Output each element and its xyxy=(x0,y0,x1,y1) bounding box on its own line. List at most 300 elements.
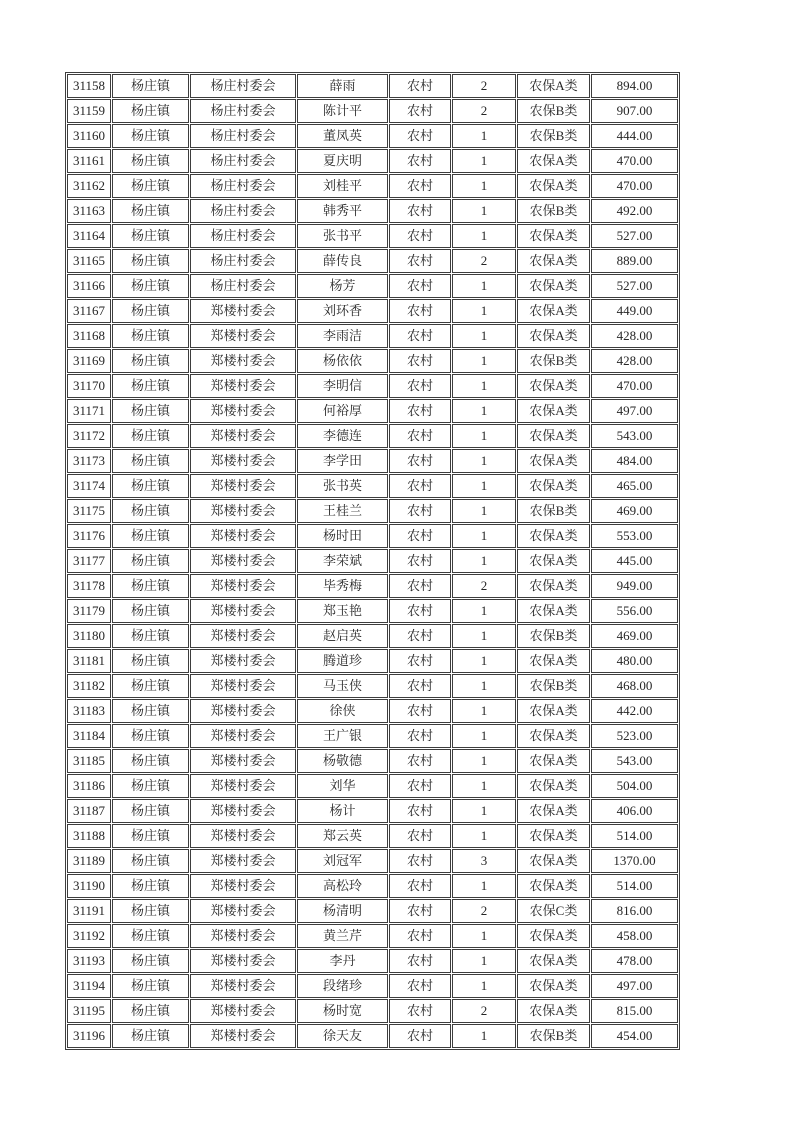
table-cell-id: 31194 xyxy=(67,974,111,998)
table-cell-residence_type: 农村 xyxy=(389,449,451,473)
table-cell-insurance_category: 农保A类 xyxy=(517,524,590,548)
table-cell-amount: 543.00 xyxy=(591,424,678,448)
table-cell-residence_type: 农村 xyxy=(389,799,451,823)
table-cell-name: 杨芳 xyxy=(297,274,388,298)
table-row xyxy=(67,574,678,598)
table-cell-village_committee: 郑楼村委会 xyxy=(190,524,296,548)
table-cell-name: 马玉侠 xyxy=(297,674,388,698)
table-cell-residence_type: 农村 xyxy=(389,199,451,223)
table-cell-insurance_category: 农保B类 xyxy=(517,99,590,123)
table-cell-amount: 444.00 xyxy=(591,124,678,148)
table-cell-id: 31176 xyxy=(67,524,111,548)
table-cell-person_count: 1 xyxy=(452,649,516,673)
table-row xyxy=(67,549,678,573)
table-cell-town: 杨庄镇 xyxy=(112,174,189,198)
table-cell-village_committee: 杨庄村委会 xyxy=(190,149,296,173)
table-cell-insurance_category: 农保B类 xyxy=(517,1024,590,1048)
table-cell-village_committee: 杨庄村委会 xyxy=(190,199,296,223)
table-cell-town: 杨庄镇 xyxy=(112,399,189,423)
table-cell-person_count: 1 xyxy=(452,374,516,398)
table-cell-id: 31166 xyxy=(67,274,111,298)
table-cell-person_count: 1 xyxy=(452,974,516,998)
table-cell-name: 韩秀平 xyxy=(297,199,388,223)
table-cell-insurance_category: 农保A类 xyxy=(517,949,590,973)
table-cell-insurance_category: 农保A类 xyxy=(517,699,590,723)
table-cell-amount: 497.00 xyxy=(591,399,678,423)
table-cell-insurance_category: 农保A类 xyxy=(517,399,590,423)
table-cell-town: 杨庄镇 xyxy=(112,874,189,898)
table-cell-person_count: 1 xyxy=(452,199,516,223)
table-cell-residence_type: 农村 xyxy=(389,649,451,673)
table-cell-id: 31179 xyxy=(67,599,111,623)
table-cell-town: 杨庄镇 xyxy=(112,899,189,923)
table-cell-person_count: 1 xyxy=(452,874,516,898)
table-cell-town: 杨庄镇 xyxy=(112,99,189,123)
table-cell-village_committee: 杨庄村委会 xyxy=(190,124,296,148)
table-cell-id: 31161 xyxy=(67,149,111,173)
table-cell-name: 夏庆明 xyxy=(297,149,388,173)
table-cell-id: 31168 xyxy=(67,324,111,348)
table-cell-amount: 442.00 xyxy=(591,699,678,723)
table-cell-person_count: 1 xyxy=(452,724,516,748)
table-cell-name: 徐侠 xyxy=(297,699,388,723)
table-cell-id: 31165 xyxy=(67,249,111,273)
table-cell-person_count: 2 xyxy=(452,99,516,123)
table-cell-name: 薛传良 xyxy=(297,249,388,273)
table-cell-insurance_category: 农保A类 xyxy=(517,574,590,598)
table-row xyxy=(67,724,678,748)
table-cell-name: 毕秀梅 xyxy=(297,574,388,598)
table-cell-village_committee: 郑楼村委会 xyxy=(190,499,296,523)
table-cell-village_committee: 杨庄村委会 xyxy=(190,274,296,298)
table-cell-insurance_category: 农保A类 xyxy=(517,274,590,298)
table-cell-village_committee: 郑楼村委会 xyxy=(190,799,296,823)
table-cell-town: 杨庄镇 xyxy=(112,849,189,873)
table-row xyxy=(67,399,678,423)
table-cell-id: 31184 xyxy=(67,724,111,748)
table-cell-residence_type: 农村 xyxy=(389,249,451,273)
table-cell-insurance_category: 农保A类 xyxy=(517,724,590,748)
table-cell-town: 杨庄镇 xyxy=(112,1024,189,1048)
table-cell-name: 王广银 xyxy=(297,724,388,748)
table-cell-insurance_category: 农保A类 xyxy=(517,474,590,498)
table-cell-amount: 458.00 xyxy=(591,924,678,948)
table-cell-village_committee: 郑楼村委会 xyxy=(190,549,296,573)
table-cell-residence_type: 农村 xyxy=(389,374,451,398)
table-cell-name: 腾道珍 xyxy=(297,649,388,673)
table-cell-town: 杨庄镇 xyxy=(112,949,189,973)
table-cell-person_count: 1 xyxy=(452,399,516,423)
table-cell-name: 薛雨 xyxy=(297,74,388,98)
table-cell-insurance_category: 农保A类 xyxy=(517,449,590,473)
table-cell-town: 杨庄镇 xyxy=(112,624,189,648)
table-cell-person_count: 2 xyxy=(452,249,516,273)
table-cell-town: 杨庄镇 xyxy=(112,374,189,398)
table-cell-residence_type: 农村 xyxy=(389,524,451,548)
table-cell-insurance_category: 农保C类 xyxy=(517,899,590,923)
table-row xyxy=(67,424,678,448)
table-cell-village_committee: 郑楼村委会 xyxy=(190,624,296,648)
table-cell-id: 31187 xyxy=(67,799,111,823)
table-cell-residence_type: 农村 xyxy=(389,724,451,748)
table-cell-id: 31171 xyxy=(67,399,111,423)
table-cell-village_committee: 郑楼村委会 xyxy=(190,349,296,373)
table-cell-village_committee: 郑楼村委会 xyxy=(190,649,296,673)
table-cell-insurance_category: 农保A类 xyxy=(517,974,590,998)
table-cell-insurance_category: 农保A类 xyxy=(517,224,590,248)
table-cell-residence_type: 农村 xyxy=(389,99,451,123)
table-cell-amount: 445.00 xyxy=(591,549,678,573)
table-cell-town: 杨庄镇 xyxy=(112,924,189,948)
table-row xyxy=(67,674,678,698)
table-cell-id: 31196 xyxy=(67,1024,111,1048)
table-cell-village_committee: 郑楼村委会 xyxy=(190,599,296,623)
table-cell-insurance_category: 农保B类 xyxy=(517,124,590,148)
table-cell-insurance_category: 农保A类 xyxy=(517,924,590,948)
table-cell-town: 杨庄镇 xyxy=(112,299,189,323)
table-cell-town: 杨庄镇 xyxy=(112,424,189,448)
table-cell-town: 杨庄镇 xyxy=(112,974,189,998)
table-cell-village_committee: 郑楼村委会 xyxy=(190,724,296,748)
table-cell-amount: 469.00 xyxy=(591,499,678,523)
table-cell-village_committee: 杨庄村委会 xyxy=(190,99,296,123)
table-cell-amount: 497.00 xyxy=(591,974,678,998)
table-cell-insurance_category: 农保A类 xyxy=(517,549,590,573)
table-cell-village_committee: 郑楼村委会 xyxy=(190,849,296,873)
table-cell-person_count: 1 xyxy=(452,699,516,723)
table-cell-name: 李荣斌 xyxy=(297,549,388,573)
table-row xyxy=(67,449,678,473)
table-cell-name: 李明信 xyxy=(297,374,388,398)
table-cell-id: 31180 xyxy=(67,624,111,648)
table-cell-id: 31169 xyxy=(67,349,111,373)
table-cell-amount: 470.00 xyxy=(591,149,678,173)
table-cell-town: 杨庄镇 xyxy=(112,149,189,173)
table-cell-town: 杨庄镇 xyxy=(112,824,189,848)
table-cell-residence_type: 农村 xyxy=(389,874,451,898)
table-cell-amount: 523.00 xyxy=(591,724,678,748)
table-cell-person_count: 1 xyxy=(452,949,516,973)
table-cell-village_committee: 郑楼村委会 xyxy=(190,1024,296,1048)
table-cell-town: 杨庄镇 xyxy=(112,474,189,498)
table-cell-id: 31167 xyxy=(67,299,111,323)
table-cell-insurance_category: 农保A类 xyxy=(517,149,590,173)
table-cell-id: 31173 xyxy=(67,449,111,473)
table-cell-person_count: 1 xyxy=(452,599,516,623)
table-cell-name: 杨依依 xyxy=(297,349,388,373)
table-row xyxy=(67,99,678,123)
table-cell-id: 31174 xyxy=(67,474,111,498)
table-cell-amount: 504.00 xyxy=(591,774,678,798)
table-cell-id: 31177 xyxy=(67,549,111,573)
table-cell-village_committee: 郑楼村委会 xyxy=(190,924,296,948)
table-cell-town: 杨庄镇 xyxy=(112,574,189,598)
table-cell-town: 杨庄镇 xyxy=(112,999,189,1023)
table-cell-amount: 470.00 xyxy=(591,174,678,198)
table-cell-residence_type: 农村 xyxy=(389,624,451,648)
table-cell-name: 段绪珍 xyxy=(297,974,388,998)
table-cell-insurance_category: 农保A类 xyxy=(517,74,590,98)
table-cell-amount: 492.00 xyxy=(591,199,678,223)
table-cell-person_count: 1 xyxy=(452,324,516,348)
table-cell-residence_type: 农村 xyxy=(389,999,451,1023)
table-cell-insurance_category: 农保A类 xyxy=(517,749,590,773)
table-cell-name: 李学田 xyxy=(297,449,388,473)
table-cell-person_count: 1 xyxy=(452,799,516,823)
table-cell-id: 31185 xyxy=(67,749,111,773)
table-cell-residence_type: 农村 xyxy=(389,324,451,348)
table-cell-amount: 514.00 xyxy=(591,874,678,898)
table-row xyxy=(67,324,678,348)
table-cell-name: 刘桂平 xyxy=(297,174,388,198)
table-cell-village_committee: 杨庄村委会 xyxy=(190,174,296,198)
table-cell-town: 杨庄镇 xyxy=(112,699,189,723)
table-cell-name: 何裕厚 xyxy=(297,399,388,423)
table-cell-village_committee: 郑楼村委会 xyxy=(190,374,296,398)
table-cell-name: 黄兰芹 xyxy=(297,924,388,948)
table-cell-town: 杨庄镇 xyxy=(112,524,189,548)
table-cell-town: 杨庄镇 xyxy=(112,274,189,298)
table-cell-amount: 894.00 xyxy=(591,74,678,98)
table-cell-name: 李雨洁 xyxy=(297,324,388,348)
table-cell-id: 31190 xyxy=(67,874,111,898)
table-cell-id: 31195 xyxy=(67,999,111,1023)
table-cell-person_count: 3 xyxy=(452,849,516,873)
table-cell-town: 杨庄镇 xyxy=(112,749,189,773)
table-cell-insurance_category: 农保A类 xyxy=(517,424,590,448)
table-cell-name: 张书平 xyxy=(297,224,388,248)
table-cell-person_count: 1 xyxy=(452,524,516,548)
table-row xyxy=(67,699,678,723)
table-cell-person_count: 1 xyxy=(452,924,516,948)
table-row xyxy=(67,949,678,973)
table-cell-residence_type: 农村 xyxy=(389,924,451,948)
table-cell-residence_type: 农村 xyxy=(389,849,451,873)
table-cell-insurance_category: 农保A类 xyxy=(517,299,590,323)
table-cell-town: 杨庄镇 xyxy=(112,599,189,623)
table-cell-residence_type: 农村 xyxy=(389,899,451,923)
table-cell-village_committee: 杨庄村委会 xyxy=(190,74,296,98)
table-cell-insurance_category: 农保A类 xyxy=(517,824,590,848)
table-row xyxy=(67,649,678,673)
table-cell-id: 31164 xyxy=(67,224,111,248)
table-cell-insurance_category: 农保A类 xyxy=(517,249,590,273)
table-cell-town: 杨庄镇 xyxy=(112,499,189,523)
table-cell-town: 杨庄镇 xyxy=(112,74,189,98)
table-cell-town: 杨庄镇 xyxy=(112,199,189,223)
table-cell-residence_type: 农村 xyxy=(389,349,451,373)
table-cell-name: 郑玉艳 xyxy=(297,599,388,623)
table-cell-id: 31182 xyxy=(67,674,111,698)
table-cell-residence_type: 农村 xyxy=(389,549,451,573)
table-cell-person_count: 1 xyxy=(452,1024,516,1048)
table-cell-person_count: 1 xyxy=(452,474,516,498)
table-cell-town: 杨庄镇 xyxy=(112,799,189,823)
table-cell-amount: 907.00 xyxy=(591,99,678,123)
table-row xyxy=(67,249,678,273)
table-cell-village_committee: 郑楼村委会 xyxy=(190,449,296,473)
table-cell-person_count: 1 xyxy=(452,174,516,198)
table-cell-village_committee: 郑楼村委会 xyxy=(190,749,296,773)
table-cell-village_committee: 郑楼村委会 xyxy=(190,324,296,348)
table-cell-id: 31172 xyxy=(67,424,111,448)
table-cell-village_committee: 郑楼村委会 xyxy=(190,974,296,998)
table-cell-town: 杨庄镇 xyxy=(112,249,189,273)
table-cell-village_committee: 杨庄村委会 xyxy=(190,249,296,273)
table-cell-insurance_category: 农保B类 xyxy=(517,199,590,223)
table-cell-town: 杨庄镇 xyxy=(112,724,189,748)
table-row xyxy=(67,974,678,998)
table-cell-amount: 449.00 xyxy=(591,299,678,323)
table-cell-village_committee: 郑楼村委会 xyxy=(190,399,296,423)
table-row xyxy=(67,524,678,548)
table-cell-person_count: 1 xyxy=(452,299,516,323)
table-cell-amount: 1370.00 xyxy=(591,849,678,873)
table-cell-insurance_category: 农保A类 xyxy=(517,774,590,798)
table-cell-person_count: 2 xyxy=(452,999,516,1023)
table-cell-person_count: 2 xyxy=(452,74,516,98)
table-cell-name: 刘华 xyxy=(297,774,388,798)
table-cell-amount: 553.00 xyxy=(591,524,678,548)
table-cell-town: 杨庄镇 xyxy=(112,324,189,348)
table-cell-residence_type: 农村 xyxy=(389,124,451,148)
table-cell-village_committee: 郑楼村委会 xyxy=(190,699,296,723)
table-cell-residence_type: 农村 xyxy=(389,474,451,498)
table-cell-village_committee: 郑楼村委会 xyxy=(190,999,296,1023)
table-cell-name: 杨清明 xyxy=(297,899,388,923)
table-cell-amount: 465.00 xyxy=(591,474,678,498)
table-cell-residence_type: 农村 xyxy=(389,974,451,998)
table-cell-name: 杨时宽 xyxy=(297,999,388,1023)
table-cell-name: 王桂兰 xyxy=(297,499,388,523)
table-row xyxy=(67,149,678,173)
table-cell-residence_type: 农村 xyxy=(389,1024,451,1048)
table-cell-amount: 478.00 xyxy=(591,949,678,973)
table-cell-name: 张书英 xyxy=(297,474,388,498)
table-cell-name: 刘环香 xyxy=(297,299,388,323)
table-row xyxy=(67,799,678,823)
table-cell-amount: 527.00 xyxy=(591,274,678,298)
table-row xyxy=(67,274,678,298)
table-cell-person_count: 1 xyxy=(452,499,516,523)
table-row xyxy=(67,224,678,248)
table-cell-id: 31181 xyxy=(67,649,111,673)
table-cell-amount: 889.00 xyxy=(591,249,678,273)
table-cell-name: 董凤英 xyxy=(297,124,388,148)
payment-roster-body xyxy=(67,74,678,1048)
table-cell-person_count: 1 xyxy=(452,274,516,298)
table-cell-insurance_category: 农保A类 xyxy=(517,174,590,198)
table-cell-id: 31192 xyxy=(67,924,111,948)
table-cell-insurance_category: 农保A类 xyxy=(517,374,590,398)
table-cell-village_committee: 杨庄村委会 xyxy=(190,224,296,248)
table-cell-id: 31178 xyxy=(67,574,111,598)
table-cell-insurance_category: 农保B类 xyxy=(517,349,590,373)
table-cell-id: 31189 xyxy=(67,849,111,873)
table-cell-residence_type: 农村 xyxy=(389,949,451,973)
table-cell-residence_type: 农村 xyxy=(389,499,451,523)
table-cell-person_count: 1 xyxy=(452,624,516,648)
table-cell-amount: 514.00 xyxy=(591,824,678,848)
table-row xyxy=(67,599,678,623)
table-cell-village_committee: 郑楼村委会 xyxy=(190,574,296,598)
table-cell-town: 杨庄镇 xyxy=(112,674,189,698)
table-row xyxy=(67,749,678,773)
table-cell-residence_type: 农村 xyxy=(389,824,451,848)
table-cell-residence_type: 农村 xyxy=(389,174,451,198)
table-cell-person_count: 2 xyxy=(452,899,516,923)
table-cell-insurance_category: 农保B类 xyxy=(517,624,590,648)
table-cell-id: 31183 xyxy=(67,699,111,723)
table-cell-insurance_category: 农保B类 xyxy=(517,499,590,523)
table-cell-residence_type: 农村 xyxy=(389,149,451,173)
table-cell-person_count: 1 xyxy=(452,674,516,698)
table-cell-person_count: 1 xyxy=(452,149,516,173)
table-row xyxy=(67,499,678,523)
table-cell-name: 杨敬德 xyxy=(297,749,388,773)
table-row xyxy=(67,924,678,948)
table-row xyxy=(67,474,678,498)
table-cell-amount: 949.00 xyxy=(591,574,678,598)
table-cell-name: 徐天友 xyxy=(297,1024,388,1048)
table-cell-residence_type: 农村 xyxy=(389,224,451,248)
table-cell-insurance_category: 农保B类 xyxy=(517,674,590,698)
table-cell-insurance_category: 农保A类 xyxy=(517,799,590,823)
table-row xyxy=(67,624,678,648)
table-cell-residence_type: 农村 xyxy=(389,574,451,598)
table-cell-residence_type: 农村 xyxy=(389,424,451,448)
table-cell-id: 31188 xyxy=(67,824,111,848)
table-row xyxy=(67,774,678,798)
table-cell-village_committee: 郑楼村委会 xyxy=(190,774,296,798)
table-cell-village_committee: 郑楼村委会 xyxy=(190,899,296,923)
table-cell-name: 刘冠军 xyxy=(297,849,388,873)
table-cell-residence_type: 农村 xyxy=(389,674,451,698)
table-cell-amount: 406.00 xyxy=(591,799,678,823)
table-cell-person_count: 1 xyxy=(452,424,516,448)
table-cell-insurance_category: 农保A类 xyxy=(517,324,590,348)
table-cell-village_committee: 郑楼村委会 xyxy=(190,824,296,848)
table-row xyxy=(67,174,678,198)
table-cell-person_count: 1 xyxy=(452,774,516,798)
table-cell-id: 31163 xyxy=(67,199,111,223)
table-cell-residence_type: 农村 xyxy=(389,274,451,298)
table-cell-name: 高松玲 xyxy=(297,874,388,898)
table-cell-amount: 454.00 xyxy=(591,1024,678,1048)
table-cell-amount: 556.00 xyxy=(591,599,678,623)
table-cell-person_count: 1 xyxy=(452,349,516,373)
table-cell-id: 31159 xyxy=(67,99,111,123)
table-row xyxy=(67,849,678,873)
table-cell-id: 31193 xyxy=(67,949,111,973)
table-row xyxy=(67,1024,678,1048)
table-cell-residence_type: 农村 xyxy=(389,299,451,323)
table-cell-residence_type: 农村 xyxy=(389,749,451,773)
table-cell-person_count: 1 xyxy=(452,124,516,148)
table-row xyxy=(67,124,678,148)
table-cell-village_committee: 郑楼村委会 xyxy=(190,424,296,448)
table-cell-name: 郑云英 xyxy=(297,824,388,848)
table-cell-id: 31191 xyxy=(67,899,111,923)
table-cell-residence_type: 农村 xyxy=(389,74,451,98)
table-cell-village_committee: 郑楼村委会 xyxy=(190,874,296,898)
table-cell-town: 杨庄镇 xyxy=(112,649,189,673)
table-cell-residence_type: 农村 xyxy=(389,774,451,798)
table-cell-insurance_category: 农保A类 xyxy=(517,999,590,1023)
table-cell-person_count: 1 xyxy=(452,549,516,573)
table-cell-id: 31158 xyxy=(67,74,111,98)
table-row xyxy=(67,899,678,923)
